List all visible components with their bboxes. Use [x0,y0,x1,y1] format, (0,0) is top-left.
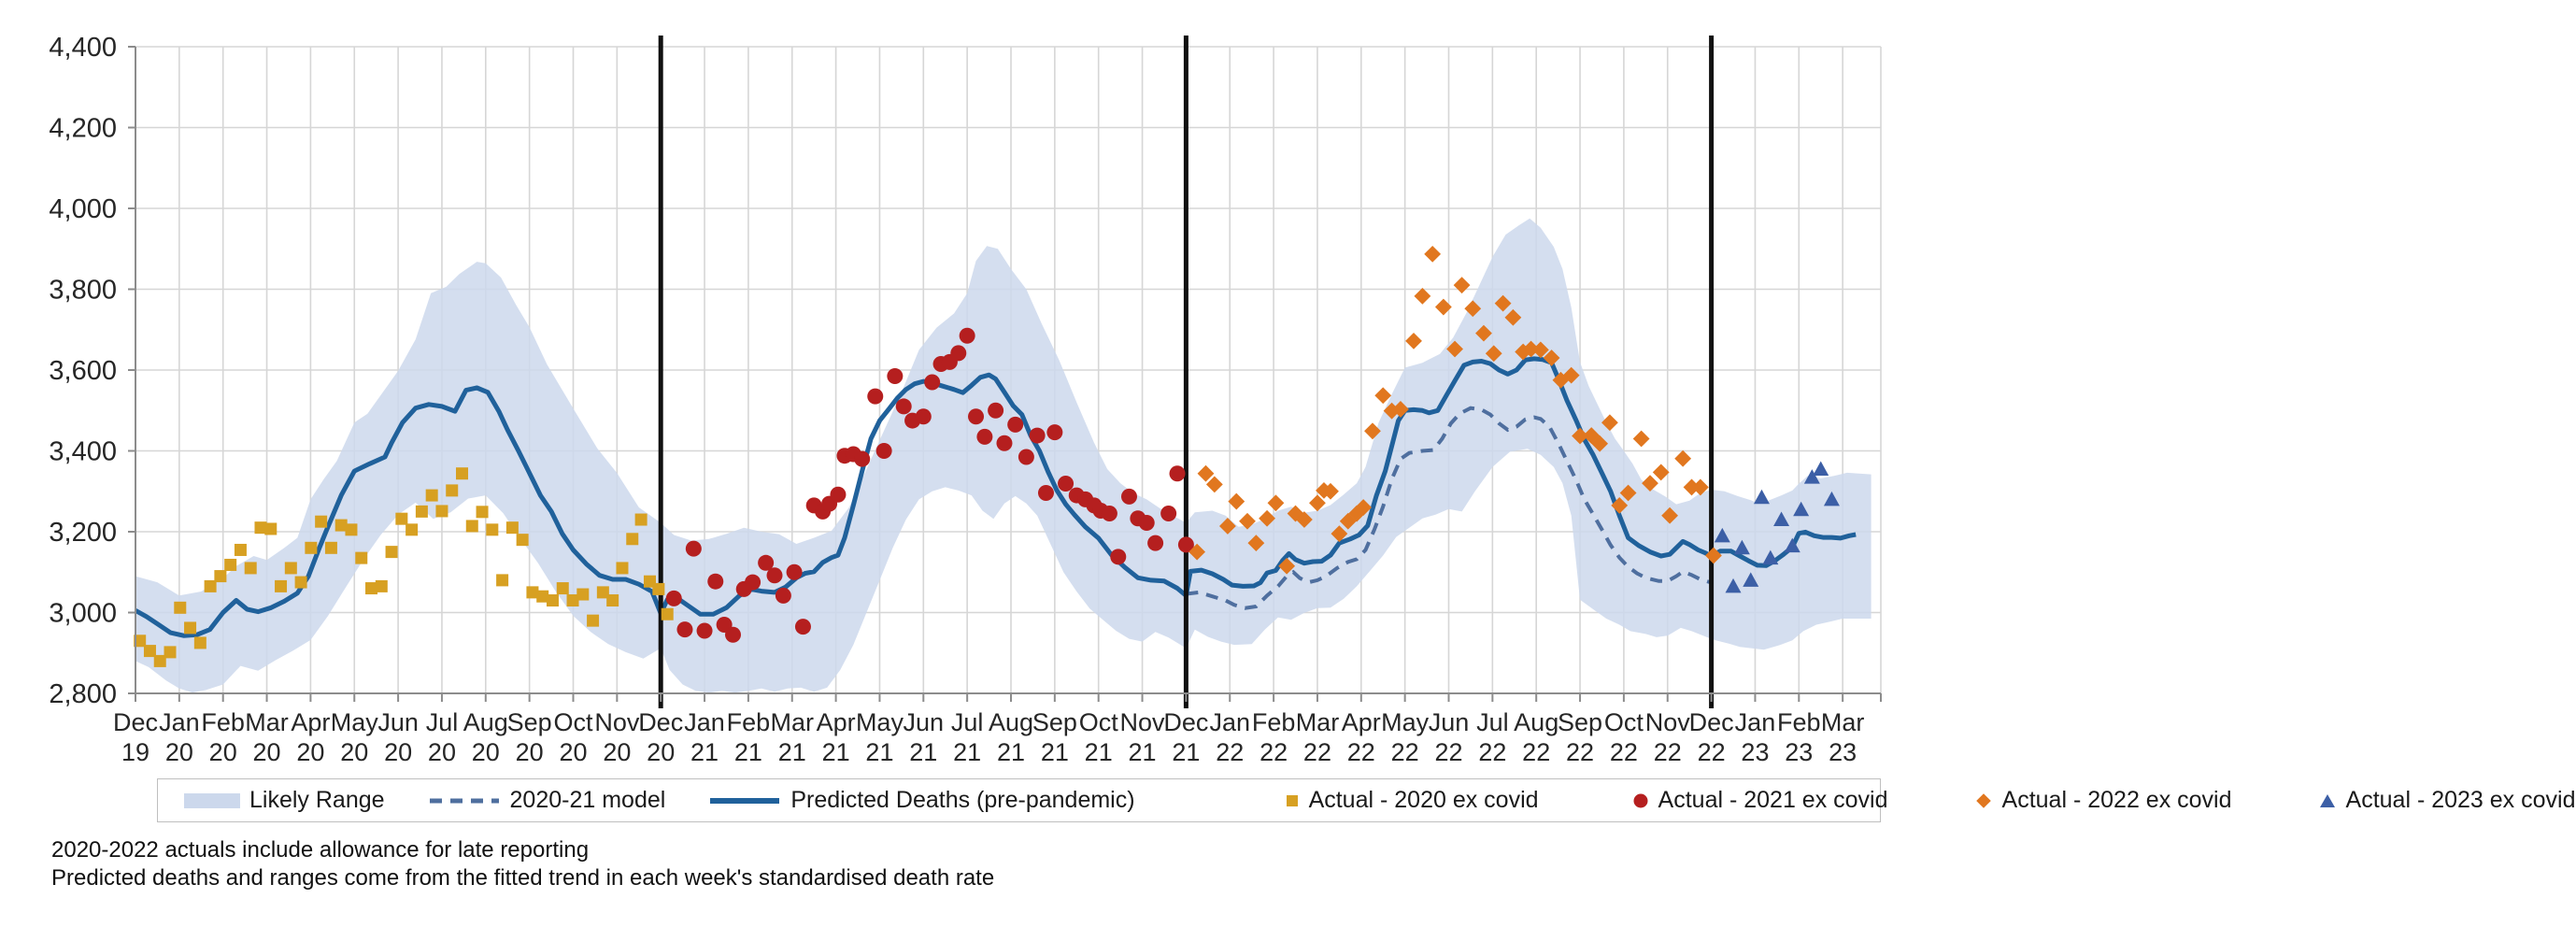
x-tick-year: 21 [1172,738,1201,766]
y-tick-label: 3,400 [49,436,117,467]
x-tick-month: Apr [291,708,331,736]
x-tick-month: Nov [1119,708,1165,736]
x-tick-year: 20 [647,738,676,766]
x-tick-month: Feb [201,708,245,736]
x-tick-month: Jun [903,708,945,736]
x-axis-labels [113,708,1864,766]
x-tick-month: Jul [425,708,459,736]
x-tick-month: Jul [1476,708,1509,736]
legend-item-likely-range [184,787,385,814]
x-tick-year: 22 [1697,738,1726,766]
legend-label-actual-2022: Actual - 2022 ex covid [2001,787,2232,813]
x-tick-month: Dec [638,708,684,736]
y-tick-label: 2,800 [49,679,117,709]
x-tick-year: 19 [121,738,150,766]
x-tick-year: 20 [471,738,500,766]
x-tick-year: 20 [340,738,369,766]
x-tick-year: 22 [1566,738,1595,766]
legend-label-actual-2021: Actual - 2021 ex covid [1658,787,1888,813]
legend-item-predicted [708,787,1134,814]
y-tick-label: 3,200 [49,518,117,548]
legend-item-actual-2021 [1632,787,1888,814]
x-tick-month: Oct [553,708,593,736]
x-tick-year: 21 [909,738,938,766]
x-tick-year: 22 [1302,738,1331,766]
x-tick-month: Mar [1295,708,1340,736]
x-tick-year: 21 [733,738,762,766]
x-tick-month: Apr [816,708,856,736]
x-tick-month: Nov [1644,708,1690,736]
x-tick-year: 22 [1478,738,1507,766]
x-tick-month: Oct [1603,708,1644,736]
x-tick-year: 20 [559,738,588,766]
x-tick-month: Jan [684,708,725,736]
x-tick-year: 22 [1434,738,1463,766]
x-tick-month: Dec [112,708,159,736]
x-tick-year: 22 [1522,738,1551,766]
y-axis-labels [49,33,117,709]
x-tick-month: Aug [463,708,508,736]
x-tick-month: Jan [1734,708,1776,736]
x-tick-month: Feb [726,708,771,736]
legend-item-actual-2020 [1285,787,1539,814]
x-tick-year: 22 [1609,738,1638,766]
x-tick-month: May [855,708,904,736]
x-tick-month: Oct [1078,708,1118,736]
y-tick-label: 3,600 [49,356,117,386]
footnote-fitted-trend: Predicted deaths and ranges come from the fitted trend in each week's standardised death rate [51,865,995,891]
legend-label-likely-range: Likely Range [249,787,385,813]
x-tick-year: 21 [996,738,1026,766]
x-tick-month: Jan [159,708,200,736]
x-tick-month: Apr [1341,708,1381,736]
x-tick-year: 21 [690,738,719,766]
x-tick-year: 21 [1084,738,1113,766]
x-tick-month: Nov [594,708,640,736]
x-tick-month: Dec [1163,708,1209,736]
x-tick-year: 22 [1260,738,1288,766]
x-tick-year: 22 [1653,738,1682,766]
x-tick-year: 21 [865,738,894,766]
x-tick-year: 23 [1829,738,1857,766]
legend [157,778,2576,822]
x-tick-month: Jun [1428,708,1470,736]
legend-label-actual-2020: Actual - 2020 ex covid [1308,787,1539,813]
x-tick-month: Dec [1688,708,1734,736]
y-tick-label: 4,000 [49,194,117,224]
x-tick-month: Jun [377,708,419,736]
x-tick-month: Mar [245,708,289,736]
x-tick-year: 21 [1128,738,1157,766]
x-tick-year: 22 [1216,738,1245,766]
x-tick-month: Aug [988,708,1034,736]
y-tick-label: 4,200 [49,113,117,144]
x-tick-year: 20 [208,738,237,766]
legend-label-actual-2023: Actual - 2023 ex covid [2345,787,2576,813]
x-tick-month: May [330,708,378,736]
x-tick-year: 22 [1390,738,1419,766]
x-tick-month: Mar [1820,708,1865,736]
legend-item-actual-2022 [1974,787,2232,814]
x-tick-year: 20 [164,738,193,766]
x-tick-year: 21 [1040,738,1069,766]
x-tick-year: 20 [296,738,325,766]
x-tick-year: 20 [515,738,544,766]
legend-item-model-2021 [428,787,666,814]
legend-label-model-2021: 2020-21 model [509,787,666,813]
x-tick-year: 21 [953,738,982,766]
x-tick-month: Aug [1514,708,1559,736]
x-tick-year: 23 [1741,738,1770,766]
x-tick-month: May [1381,708,1430,736]
x-tick-year: 20 [252,738,281,766]
legend-label-predicted: Predicted Deaths (pre-pandemic) [790,787,1135,813]
x-tick-year: 21 [777,738,806,766]
x-tick-month: Sep [506,708,552,736]
legend-item-actual-2023 [2318,787,2576,814]
x-tick-month: Jul [950,708,984,736]
x-tick-year: 23 [1785,738,1814,766]
footnote-late-reporting: 2020-2022 actuals include allowance for late reporting [51,837,590,863]
x-tick-month: Jan [1209,708,1251,736]
x-tick-year: 20 [603,738,632,766]
y-tick-label: 3,000 [49,598,117,629]
x-tick-year: 21 [821,738,850,766]
x-tick-month: Mar [770,708,814,736]
y-tick-label: 3,800 [49,275,117,306]
y-tick-label: 4,400 [49,33,117,63]
x-tick-month: Feb [1777,708,1821,736]
x-tick-month: Sep [1558,708,1603,736]
x-tick-year: 20 [427,738,456,766]
x-tick-month: Feb [1251,708,1296,736]
x-tick-year: 22 [1346,738,1375,766]
x-tick-year: 20 [384,738,413,766]
x-tick-month: Sep [1032,708,1077,736]
